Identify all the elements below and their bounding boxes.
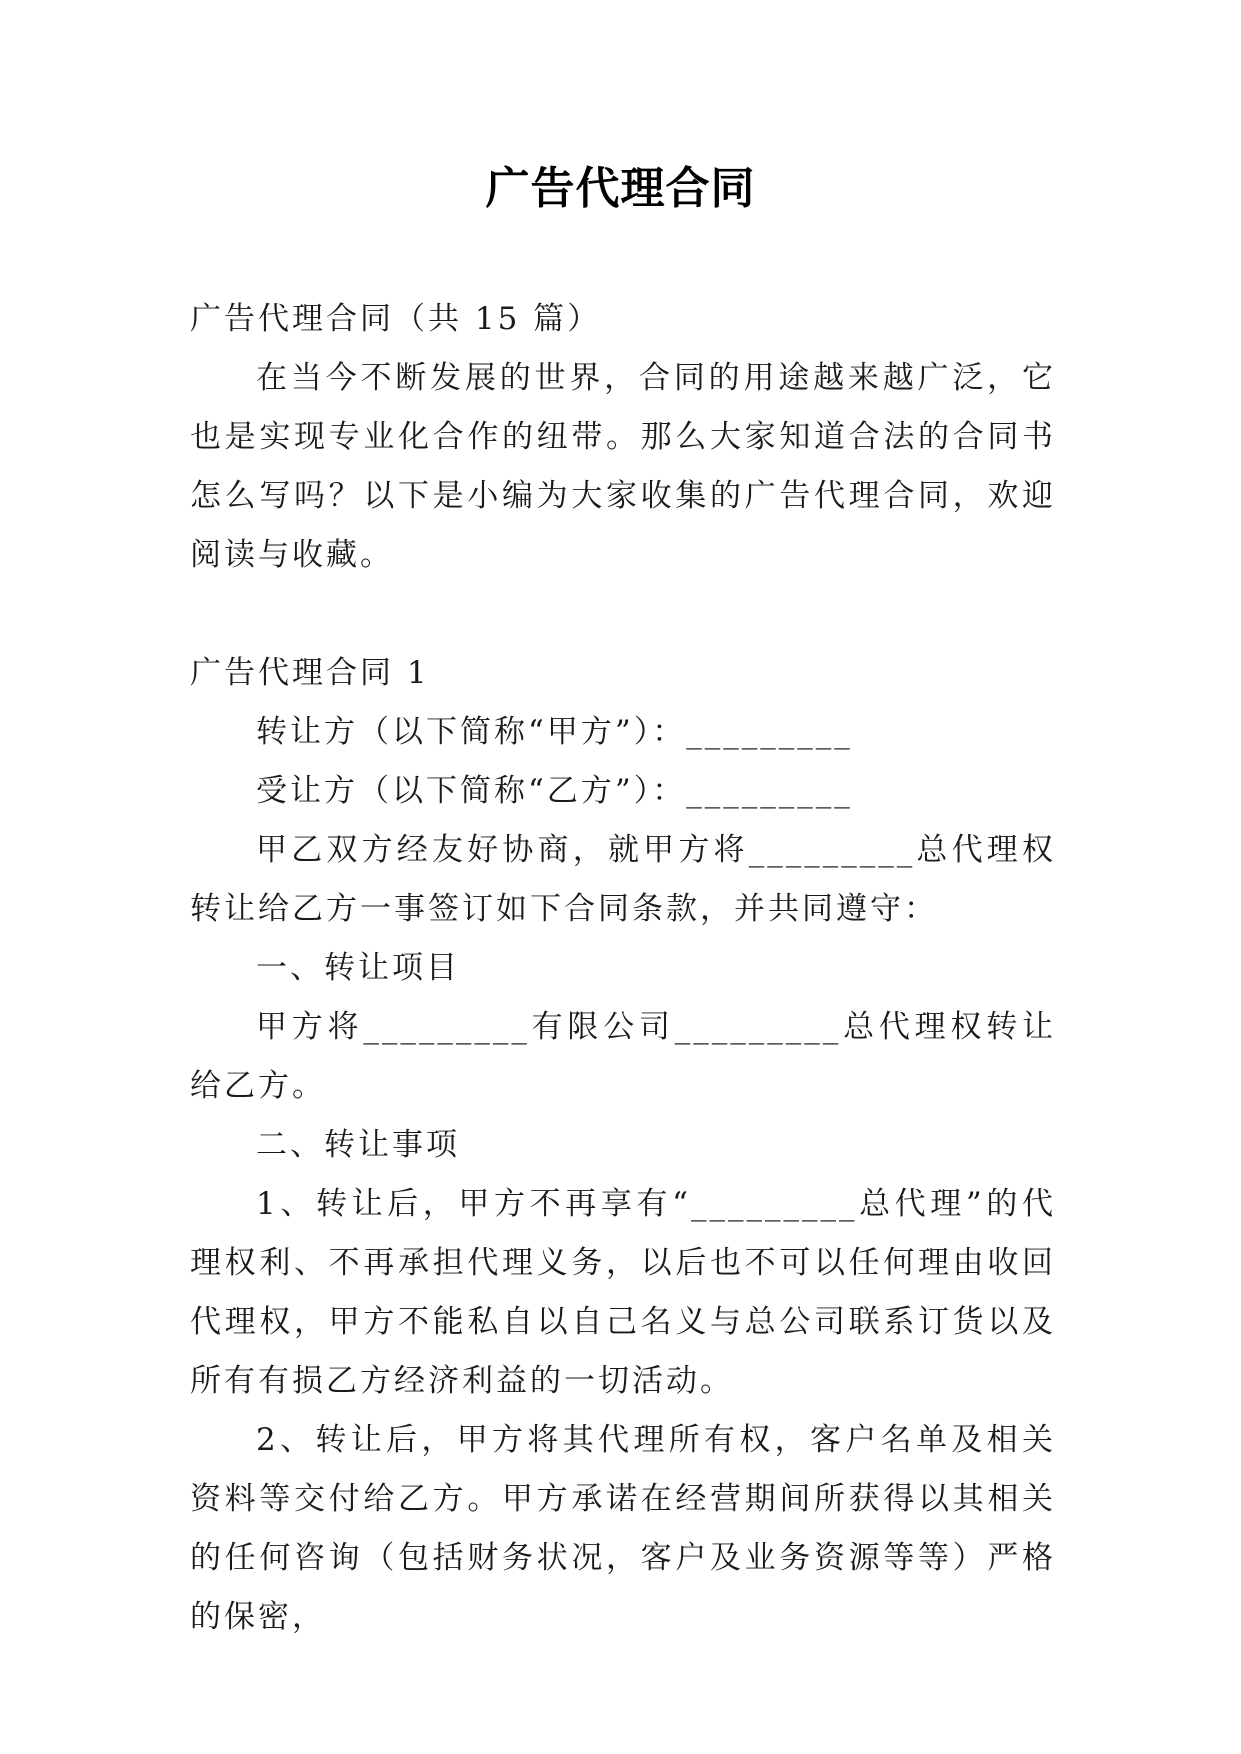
paragraph-gap [190,585,1056,644]
document-title: 广告代理合同 [485,163,756,214]
section-heading-transfer-item: 一、转让项目 [256,950,460,986]
clause-item-2: 2、转让后，甲方将其代理所有权，客户名单及相关资料等交付给乙方。甲方承诺在经营期间所获得以其相关的任何咨询（包括财务状况，客户及业务资源等等）严格的保密， [190,1422,1056,1635]
clause-item-1: 1、转让后，甲方不再享有“_________总代理”的代理权利、不再承担代理义务，以后也不可以任何理由收回代理权，甲方不能私自以自己名义与总公司联系订货以及所有有损乙方经济利益的一切活动。 [190,1186,1056,1399]
preamble-paragraph: 甲乙双方经友好协商，就甲方将_________总代理权转让给乙方一事签订如下合同条款，并共同遵守： [190,832,1056,927]
collection-heading: 广告代理合同（共 15 篇） [190,301,602,337]
section-text-transfer-item: 甲方将_________有限公司_________总代理权转让给乙方。 [190,1009,1056,1104]
section-heading-transfer-matters: 二、转让事项 [256,1127,460,1163]
intro-paragraph: 在当今不断发展的世界，合同的用途越来越广泛，它也是实现专业化合作的纽带。那么大家知道合法的合同书怎么写吗？以下是小编为大家收集的广告代理合同，欢迎阅读与收藏。 [190,360,1056,573]
party-b-line: 受让方（以下简称“乙方”）：_________ [256,773,853,809]
party-a-line: 转让方（以下简称“甲方”）：_________ [256,714,853,750]
document-body [190,290,1056,1647]
contract-heading: 广告代理合同 1 [190,655,430,691]
